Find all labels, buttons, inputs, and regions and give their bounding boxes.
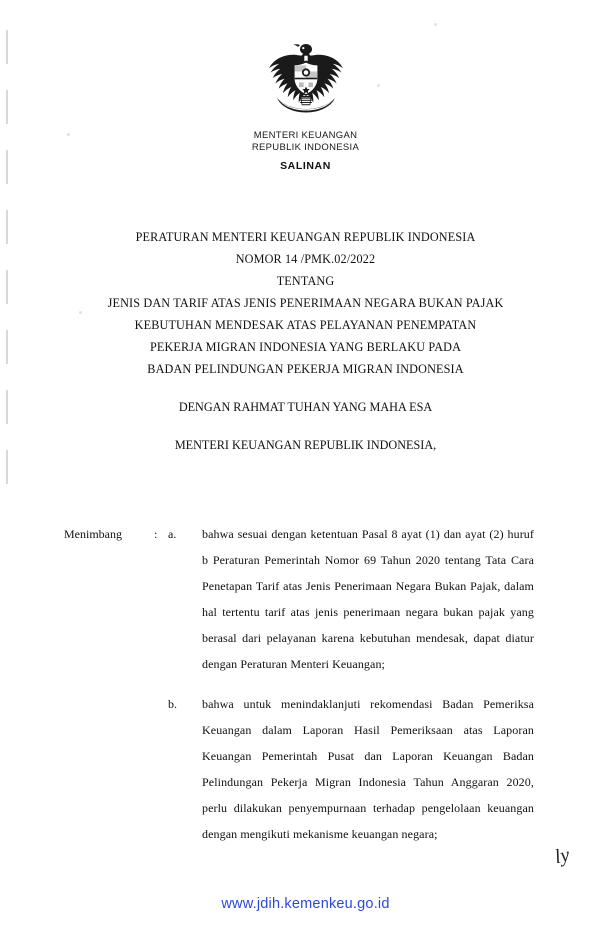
signature-initial: ly — [552, 843, 572, 869]
considering-colon: : — [154, 527, 158, 541]
considering-clause-b — [64, 691, 534, 847]
ministry-header — [0, 130, 611, 154]
emblem-container — [0, 42, 611, 119]
clause-letter: a. — [168, 527, 177, 541]
title-line: PEKERJA MIGRAN INDONESIA YANG BERLAKU PADA — [149, 340, 462, 354]
title-line: PERATURAN MENTERI KEUANGAN REPUBLIK INDONESIA — [135, 230, 476, 244]
considering-section — [64, 521, 534, 861]
scan-speck — [434, 23, 437, 26]
clause-text: bahwa sesuai dengan ketentuan Pasal 8 ayat (1) dan ayat (2) huruf b Peraturan Pemerintah Nomor 69 Tahun 2020 tentang Tata Cara Penetapan Tarif atas Jenis Penerimaan Negara Bukan Pajak, dalam hal tertentu tarif atas jenis penerimaan negara bukan pajak yang berasal dari pelayanan karena kebutuhan mendesak, dapat diatur dengan Peraturan Menteri Keuangan; — [202, 527, 534, 671]
ministry-name: MENTERI KEUANGAN — [253, 130, 358, 141]
issuing-authority: MENTERI KEUANGAN REPUBLIK INDONESIA, — [174, 438, 437, 452]
considering-label: Menimbang — [64, 527, 122, 541]
considering-clause-a — [64, 521, 534, 677]
clause-text: bahwa untuk menindaklanjuti rekomendasi Badan Pemeriksa Keuangan dalam Laporan Hasil Pemeriksaan atas Laporan Keuangan Pemerintah Pusat dan Laporan Keuangan Badan Pelindungan Pekerja Migran Indonesia Tahun Anggaran 2020, perlu dilakukan penyempurnaan terhadap pengelolaan keuangan dengan mengikuti mekanisme keuangan negara; — [202, 697, 534, 841]
title-line-about: TENTANG — [276, 274, 335, 288]
clause-letter: b. — [168, 697, 177, 711]
republic-name: REPUBLIK INDONESIA — [251, 142, 360, 153]
regulation-title — [0, 226, 611, 380]
title-line: JENIS DAN TARIF ATAS JENIS PENERIMAAN NEGARA BUKAN PAJAK — [107, 296, 504, 310]
title-line: BADAN PELINDUNGAN PEKERJA MIGRAN INDONESIA — [147, 362, 464, 376]
copy-mark: SALINAN — [280, 160, 331, 172]
title-line: KEBUTUHAN MENDESAK ATAS PELAYANAN PENEMPATAN — [134, 318, 477, 332]
title-line-number: NOMOR 14 /PMK.02/2022 — [235, 252, 376, 266]
preamble-text: DENGAN RAHMAT TUHAN YANG MAHA ESA — [178, 400, 433, 414]
garuda-pancasila-emblem-icon — [267, 42, 345, 114]
jdih-watermark: www.jdih.kemenkeu.go.id — [221, 896, 390, 912]
